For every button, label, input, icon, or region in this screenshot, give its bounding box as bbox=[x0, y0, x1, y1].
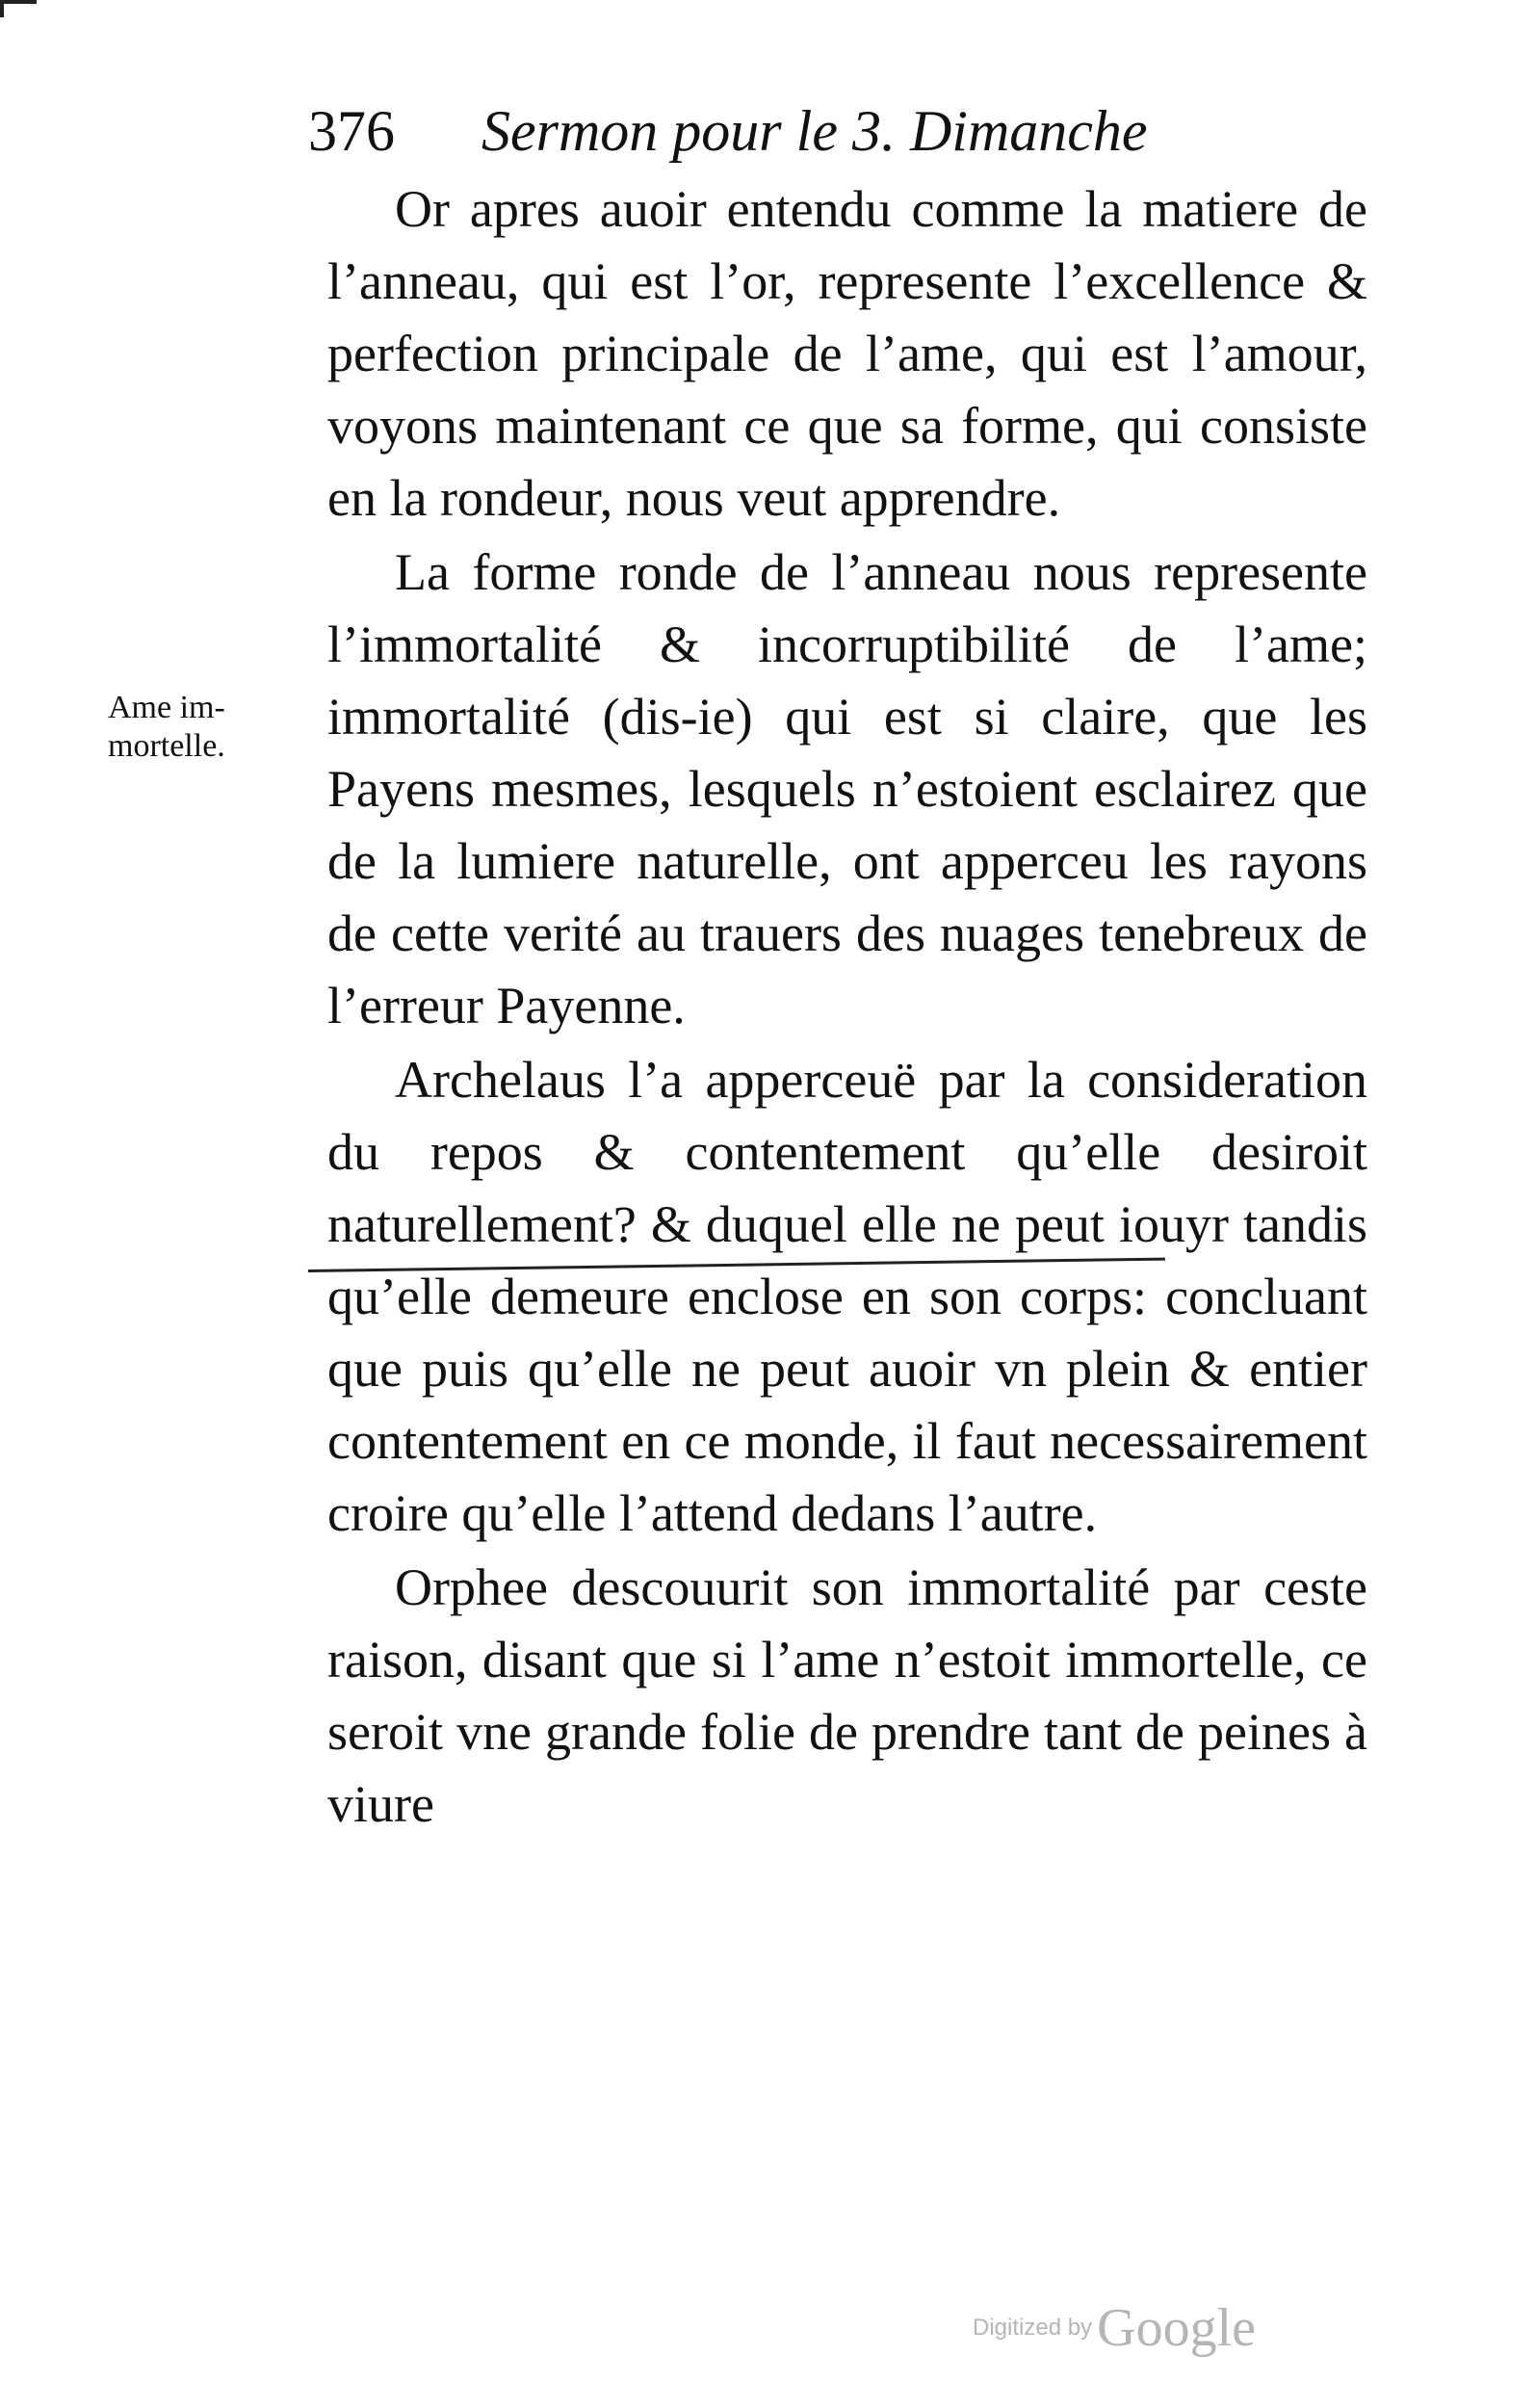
paragraph-2: La forme ronde de l’anneau nous represente l’immortalité & incorruptibilité de l’ame; immortalité (dis-ie) qui est si claire, que les Payens mesmes, lesquels n’estoient esclairez que de la lumiere naturelle, ont apperceu les rayons de cette verité au trauers des nuages tenebreux de l’erreur Payenne. bbox=[327, 543, 1367, 1034]
running-head bbox=[308, 92, 1290, 170]
paragraph-1: Or apres auoir entendu comme la matiere de l’anneau, qui est l’or, represente l’excellence & perfection principale de l’ame, qui est l’amour, voyons maintenant ce que sa forme, qui consiste en la rondeur, nous veut apprendre. bbox=[327, 180, 1367, 527]
watermark-prefix: Digitized by bbox=[973, 2315, 1093, 2341]
paragraph-3: Archelaus l’a apperceuë par la consideration du repos & contentement qu’elle desiroit naturellement? & duquel elle ne peut iouyr tandis qu’elle demeure enclose en son corps: concluant que puis qu’elle ne peut auoir vn plein & entier contentement en ce monde, il faut necessairement croire qu’elle l’attend dedans l’autre. bbox=[327, 1051, 1367, 1542]
digitization-watermark bbox=[973, 2297, 1290, 2365]
margin-note: Ame im-mortelle. bbox=[108, 690, 225, 764]
text-block bbox=[327, 173, 1367, 1843]
paragraph-4: Orphee descouurit son immortalité par ceste raison, disant que si l’ame n’estoit immortelle, ce seroit vne grande folie de prendre tant de peines à viure bbox=[327, 1558, 1367, 1833]
page-number: 376 bbox=[308, 99, 395, 163]
corner-mark bbox=[0, 0, 37, 17]
google-logo: Google bbox=[1097, 2298, 1257, 2358]
running-title: Sermon pour le 3. Dimanche bbox=[481, 99, 1148, 163]
